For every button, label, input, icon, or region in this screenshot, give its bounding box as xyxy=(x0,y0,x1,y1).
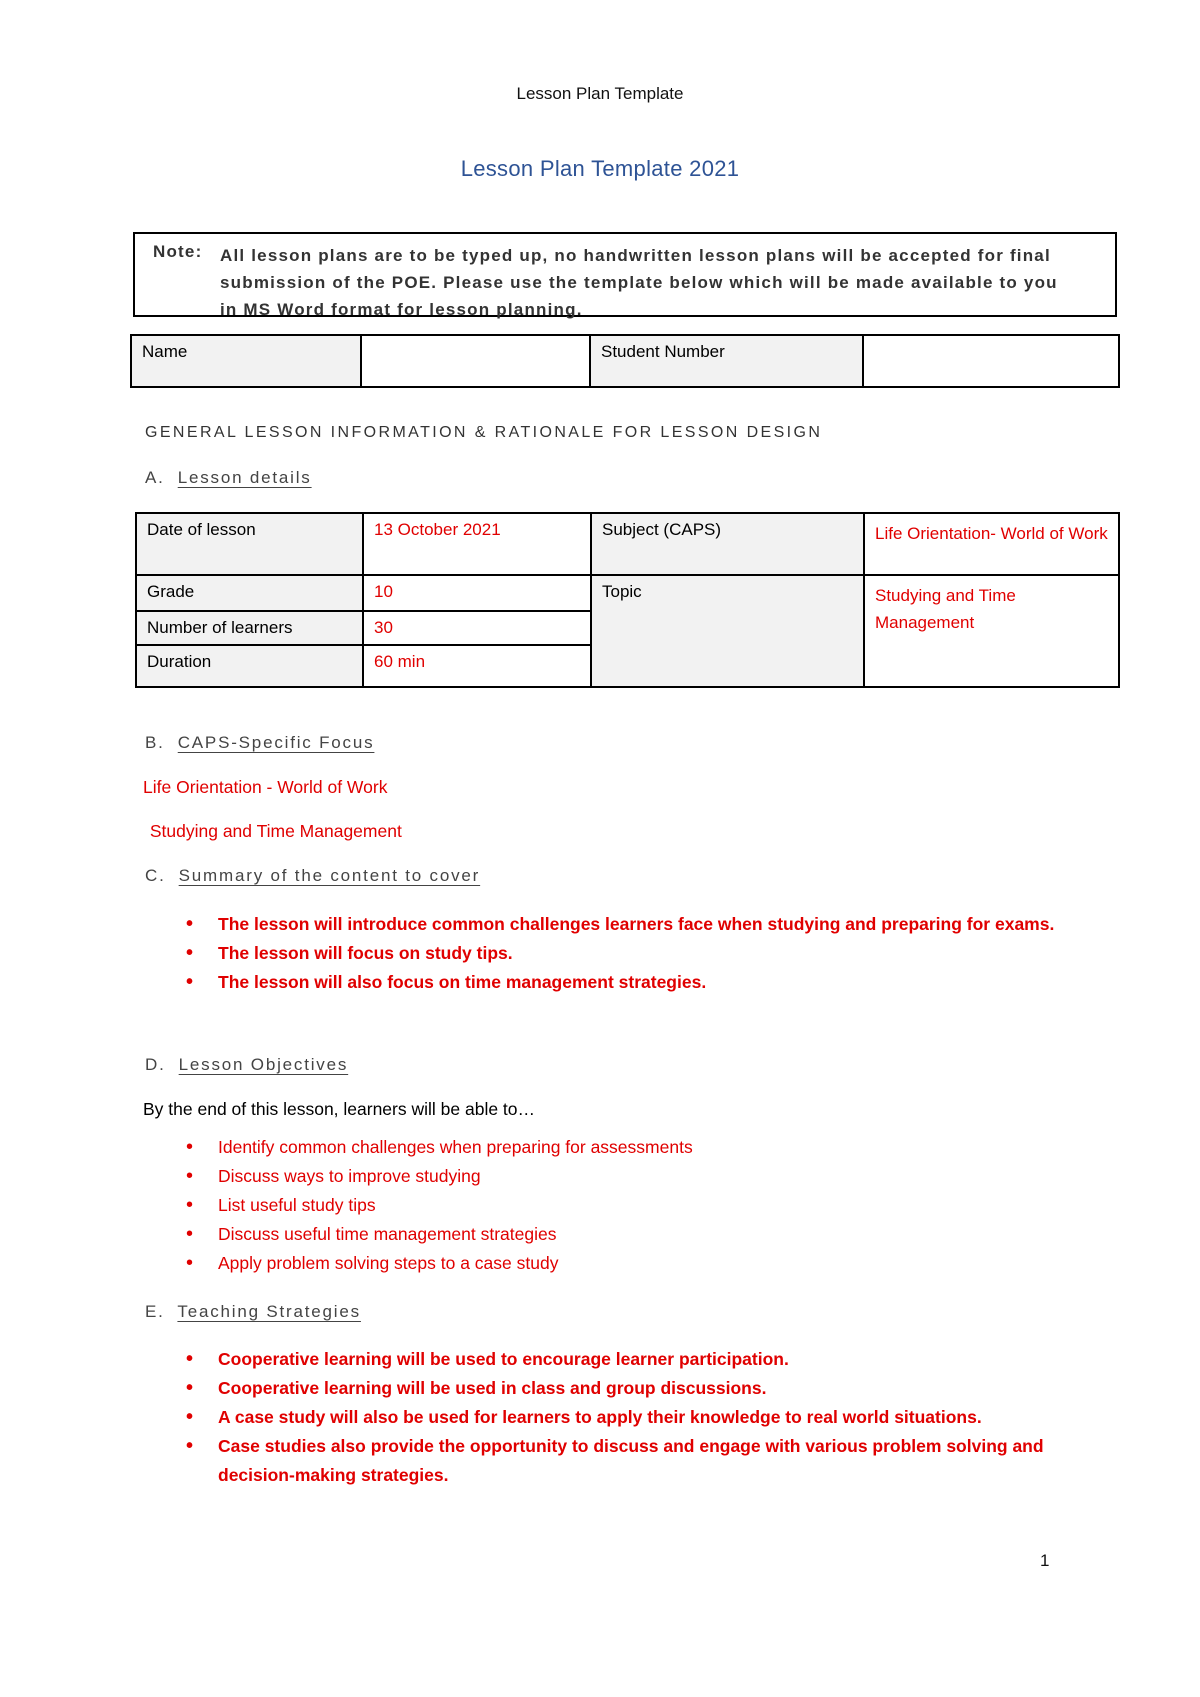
grade-label: Grade xyxy=(136,575,363,611)
list-item: • Discuss ways to improve studying xyxy=(186,1162,693,1191)
subject-label: Subject (CAPS) xyxy=(591,513,864,575)
section-a-heading xyxy=(145,468,312,488)
section-b-heading xyxy=(145,733,374,753)
general-info-heading: GENERAL LESSON INFORMATION & RATIONALE FOR LESSON DESIGN xyxy=(145,424,823,441)
student-number-value-cell[interactable] xyxy=(863,335,1119,387)
section-e-heading xyxy=(145,1302,361,1322)
list-item: • Discuss useful time management strategies xyxy=(186,1220,693,1249)
note-label: Note: xyxy=(153,242,203,261)
summary-list xyxy=(186,910,1098,997)
list-item: • Cooperative learning will be used in class and group discussions. xyxy=(186,1374,1098,1403)
topic-label: Topic xyxy=(591,575,864,687)
list-item: • List useful study tips xyxy=(186,1191,693,1220)
duration-value: 60 min xyxy=(363,645,591,687)
section-d-letter: D. xyxy=(145,1055,166,1074)
list-item: • Cooperative learning will be used to encourage learner participation. xyxy=(186,1345,1098,1374)
section-a-letter: A. xyxy=(145,468,165,487)
caps-focus-line-1: Life Orientation - World of Work xyxy=(143,777,388,797)
section-e-title: Teaching Strategies xyxy=(177,1302,361,1321)
list-item: • Apply problem solving steps to a case study xyxy=(186,1249,693,1278)
section-e-letter: E. xyxy=(145,1302,165,1321)
note-box xyxy=(133,232,1117,317)
list-item: • Identify common challenges when preparing for assessments xyxy=(186,1133,693,1162)
learners-value: 30 xyxy=(363,611,591,645)
section-c-title: Summary of the content to cover xyxy=(178,866,481,885)
document-title: Lesson Plan Template 2021 xyxy=(460,156,740,181)
objectives-intro: By the end of this lesson, learners will be able to… xyxy=(143,1099,536,1119)
date-value: 13 October 2021 xyxy=(363,513,591,575)
section-c-letter: C. xyxy=(145,866,166,885)
date-label: Date of lesson xyxy=(136,513,363,575)
section-d-title: Lesson Objectives xyxy=(178,1055,349,1074)
learners-label: Number of learners xyxy=(136,611,363,645)
student-info-table xyxy=(130,334,1120,388)
section-b-letter: B. xyxy=(145,733,165,752)
name-value-cell[interactable] xyxy=(361,335,590,387)
section-b-title: CAPS-Specific Focus xyxy=(177,733,375,752)
student-number-label: Student Number xyxy=(590,335,863,387)
objectives-list xyxy=(186,1133,693,1278)
strategies-list xyxy=(186,1345,1098,1490)
section-a-title: Lesson details xyxy=(177,468,312,487)
list-item: • The lesson will focus on study tips. xyxy=(186,939,1098,968)
subject-value: Life Orientation- World of Work xyxy=(864,513,1119,575)
lesson-details-table xyxy=(135,512,1120,688)
caps-focus-line-2: Studying and Time Management xyxy=(145,821,402,841)
topic-value: Studying and Time Management xyxy=(864,575,1119,687)
list-item: • The lesson will introduce common challenges learners face when studying and preparing for exams. xyxy=(186,910,1098,939)
section-c-heading xyxy=(145,866,480,886)
page-number: 1 xyxy=(1040,1551,1050,1570)
running-header: Lesson Plan Template xyxy=(516,84,684,103)
duration-label: Duration xyxy=(136,645,363,687)
section-d-heading xyxy=(145,1055,348,1075)
list-item: • A case study will also be used for learners to apply their knowledge to real world situations. xyxy=(186,1403,1098,1432)
grade-value: 10 xyxy=(363,575,591,611)
name-label: Name xyxy=(131,335,361,387)
list-item: • Case studies also provide the opportunity to discuss and engage with various problem solving and decision-making strategies. xyxy=(186,1432,1098,1490)
note-text: All lesson plans are to be typed up, no handwritten lesson plans will be accepted for final submission of the POE. Please use the template below which will be made available to you in MS Word format for lesson planning. xyxy=(220,246,1058,319)
list-item: • The lesson will also focus on time management strategies. xyxy=(186,968,1098,997)
